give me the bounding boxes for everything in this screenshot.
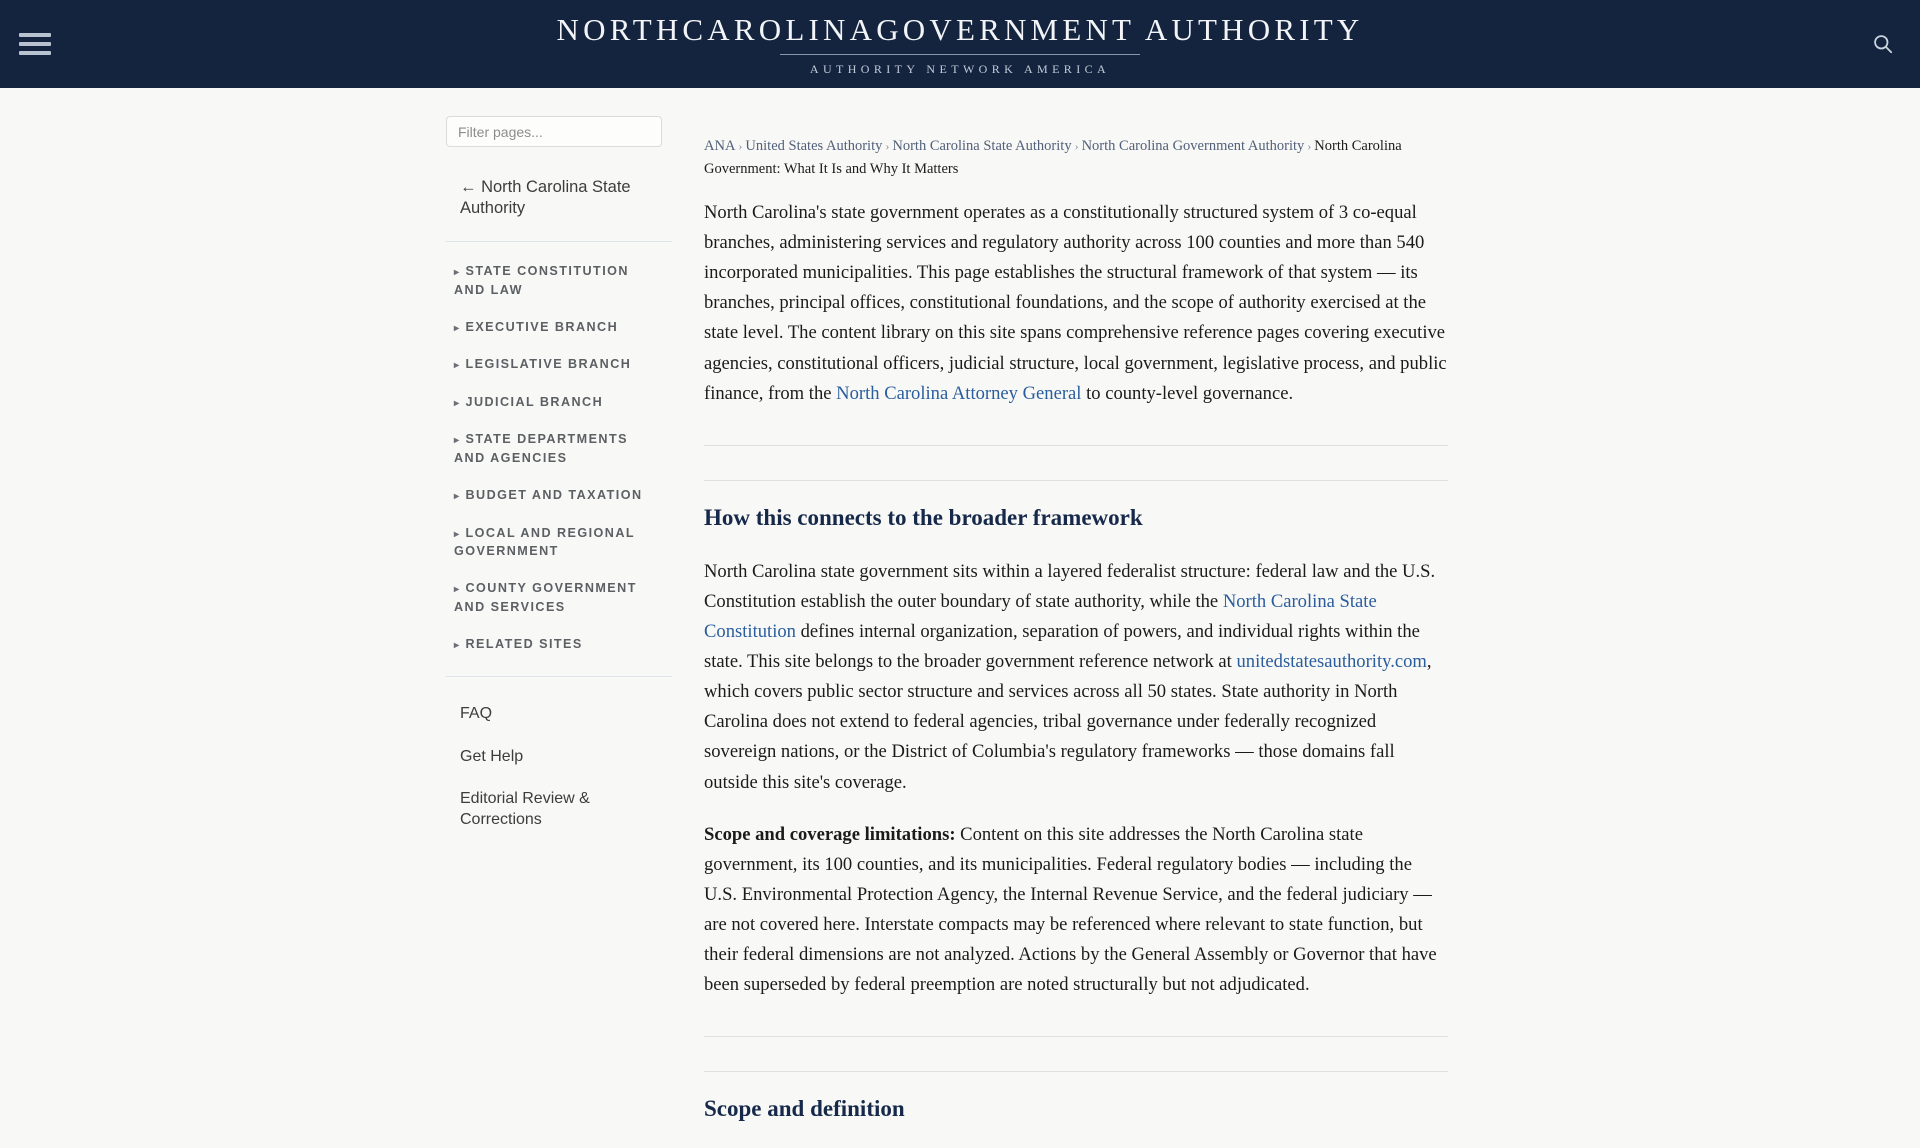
site-masthead <box>0 0 1920 88</box>
framework-paragraph <box>704 557 1448 798</box>
intro-paragraph <box>704 198 1448 409</box>
scope-limitations-paragraph <box>704 820 1448 1001</box>
sidebar-item-label: STATE CONSTITUTION AND LAW <box>454 264 629 297</box>
horizontal-rule <box>704 445 1448 446</box>
sidebar-item-legislative-branch[interactable] <box>454 355 659 374</box>
sidebar-item-editorial-review-corrections[interactable]: Editorial Review & Corrections <box>460 790 590 829</box>
framework-text-part2: defines internal organization, separation of powers, and individual rights within the state. This site belongs to the broader government reference network at <box>704 620 1420 673</box>
sidebar-item-state-constitution-and-law[interactable] <box>454 262 659 299</box>
breadcrumb-separator: › <box>885 139 890 153</box>
brand-block[interactable] <box>556 11 1364 76</box>
scope-limitations-lead: Scope and coverage limitations: <box>704 823 956 845</box>
framework-text-part3: , which covers public sector structure and services across all 50 states. State authority in North Carolina does not extend to federal agencies, tribal governance under federally recognized sovereign nations, or the District of Columbia's regulatory frameworks — those domains fall outside this site's coverage. <box>704 651 1432 793</box>
sidebar-item-label: BUDGET AND TAXATION <box>465 488 643 503</box>
link-north-carolina-state-constitution[interactable]: North Carolina State Constitution <box>704 590 1377 642</box>
chevron-right-icon: ▸ <box>454 491 461 503</box>
link-north-carolina-attorney-general[interactable]: North Carolina Attorney General <box>836 382 1082 404</box>
hamburger-bar-3 <box>19 51 51 55</box>
sidebar-item-budget-and-taxation[interactable] <box>454 486 659 505</box>
breadcrumb-separator: › <box>738 139 743 153</box>
horizontal-rule <box>704 1071 1448 1072</box>
section-heading-framework: How this connects to the broader framework <box>704 504 1143 530</box>
sidebar-item-label: COUNTY GOVERNMENT AND SERVICES <box>454 581 637 614</box>
sidebar-item-judicial-branch[interactable] <box>454 393 659 412</box>
chevron-right-icon: ▸ <box>454 435 461 447</box>
page-body <box>0 88 1920 1148</box>
sidebar-item-executive-branch[interactable] <box>454 318 659 337</box>
intro-text-part2: to county-level governance. <box>1081 382 1294 404</box>
link-unitedstatesauthority-com[interactable]: unitedstatesauthority.com <box>1236 651 1427 673</box>
brand-divider <box>780 54 1140 55</box>
search-icon[interactable] <box>1868 29 1898 59</box>
sidebar-item-label: LOCAL AND REGIONAL GOVERNMENT <box>454 525 635 559</box>
hamburger-bar-2 <box>19 42 51 46</box>
breadcrumb-current-page: North Carolina Government: What It Is and Why It Matters <box>704 138 1402 178</box>
main-content <box>704 116 1448 1148</box>
framework-text-part1: North Carolina state government sits within a layered federalist structure: federal law and the U.S. Constitution establish the outer boundary of state authority, while the <box>704 560 1436 612</box>
sidebar-item-label: JUDICIAL BRANCH <box>465 394 604 409</box>
filter-pages-input[interactable] <box>446 116 662 147</box>
sidebar-nav <box>446 262 672 654</box>
chevron-right-icon: ▸ <box>454 640 461 652</box>
chevron-right-icon: ▸ <box>454 528 461 540</box>
chevron-right-icon: ▸ <box>454 267 461 279</box>
sidebar-divider-top <box>446 241 672 242</box>
site-subtitle: AUTHORITY NETWORK AMERICA <box>809 61 1111 76</box>
breadcrumb-item-united-states-authority[interactable]: United States Authority <box>745 138 883 154</box>
sidebar-item-related-sites[interactable] <box>454 635 659 654</box>
site-title: NORTHCAROLINAGOVERNMENT AUTHORITY <box>556 11 1364 47</box>
breadcrumb-item-north-carolina-government-authority[interactable]: North Carolina Government Authority <box>1081 138 1305 154</box>
chevron-right-icon: ▸ <box>454 322 461 334</box>
chevron-right-icon: ▸ <box>454 584 461 596</box>
breadcrumb-separator: › <box>1074 139 1079 153</box>
section-heading-scope-and-definition: Scope and definition <box>704 1096 905 1122</box>
scope-limitations-text: Content on this site addresses the North Carolina state government, its 100 counties, and its municipalities. Federal regulatory bodies — including the U.S. Environmental Protection Agency, the Internal Revenue Service, and the federal judiciary — are not covered here. Interstate compacts may be referenced where relevant to state function, but their federal dimensions are not analyzed. Actions by the General Assembly or Governor that have been superseded by federal preemption are noted structurally but not adjudicated. <box>704 823 1437 996</box>
sidebar-item-county-government-and-services[interactable] <box>454 579 659 616</box>
hamburger-icon[interactable] <box>18 30 52 58</box>
horizontal-rule <box>704 1036 1448 1037</box>
sidebar <box>446 116 676 853</box>
breadcrumb-separator: › <box>1307 139 1312 153</box>
back-to-parent-link[interactable]: ← North Carolina State Authority <box>460 178 631 218</box>
sidebar-item-label: LEGISLATIVE BRANCH <box>465 357 632 372</box>
breadcrumb <box>704 135 1444 182</box>
chevron-right-icon: ▸ <box>454 397 461 409</box>
section-divider-group-1 <box>704 431 1448 505</box>
breadcrumb-item-ana[interactable]: ANA <box>704 138 736 154</box>
breadcrumb-item-north-carolina-state-authority[interactable]: North Carolina State Authority <box>892 138 1072 154</box>
sidebar-divider-bottom <box>446 676 672 677</box>
sidebar-item-local-and-regional-government[interactable] <box>454 524 659 561</box>
hamburger-bar-1 <box>19 33 51 37</box>
sidebar-item-get-help[interactable]: Get Help <box>460 747 524 765</box>
intro-text-part1: North Carolina's state government operates as a constitutionally structured system of 3 co-equal branches, administering services and regulatory authority across 100 counties and more than 540 incorporated municipalities. This page establishes the structural framework of that system — its branches, principal offices, constitutional foundations, and the scope of authority exercised at the state level. The content library on this site spans comprehensive reference pages covering executive agencies, constitutional officers, judicial structure, local government, legislative process, and public finance, from the <box>704 201 1447 404</box>
horizontal-rule <box>704 480 1448 481</box>
sidebar-item-state-departments-and-agencies[interactable] <box>454 430 659 467</box>
sidebar-item-label: RELATED SITES <box>465 637 583 652</box>
sidebar-item-faq[interactable]: FAQ <box>460 704 493 722</box>
chevron-right-icon: ▸ <box>454 360 461 372</box>
section-divider-group-2 <box>704 1022 1448 1096</box>
sidebar-item-label: STATE DEPARTMENTS AND AGENCIES <box>454 432 628 465</box>
sidebar-utility-nav <box>446 704 672 831</box>
sidebar-item-label: EXECUTIVE BRANCH <box>465 319 619 334</box>
